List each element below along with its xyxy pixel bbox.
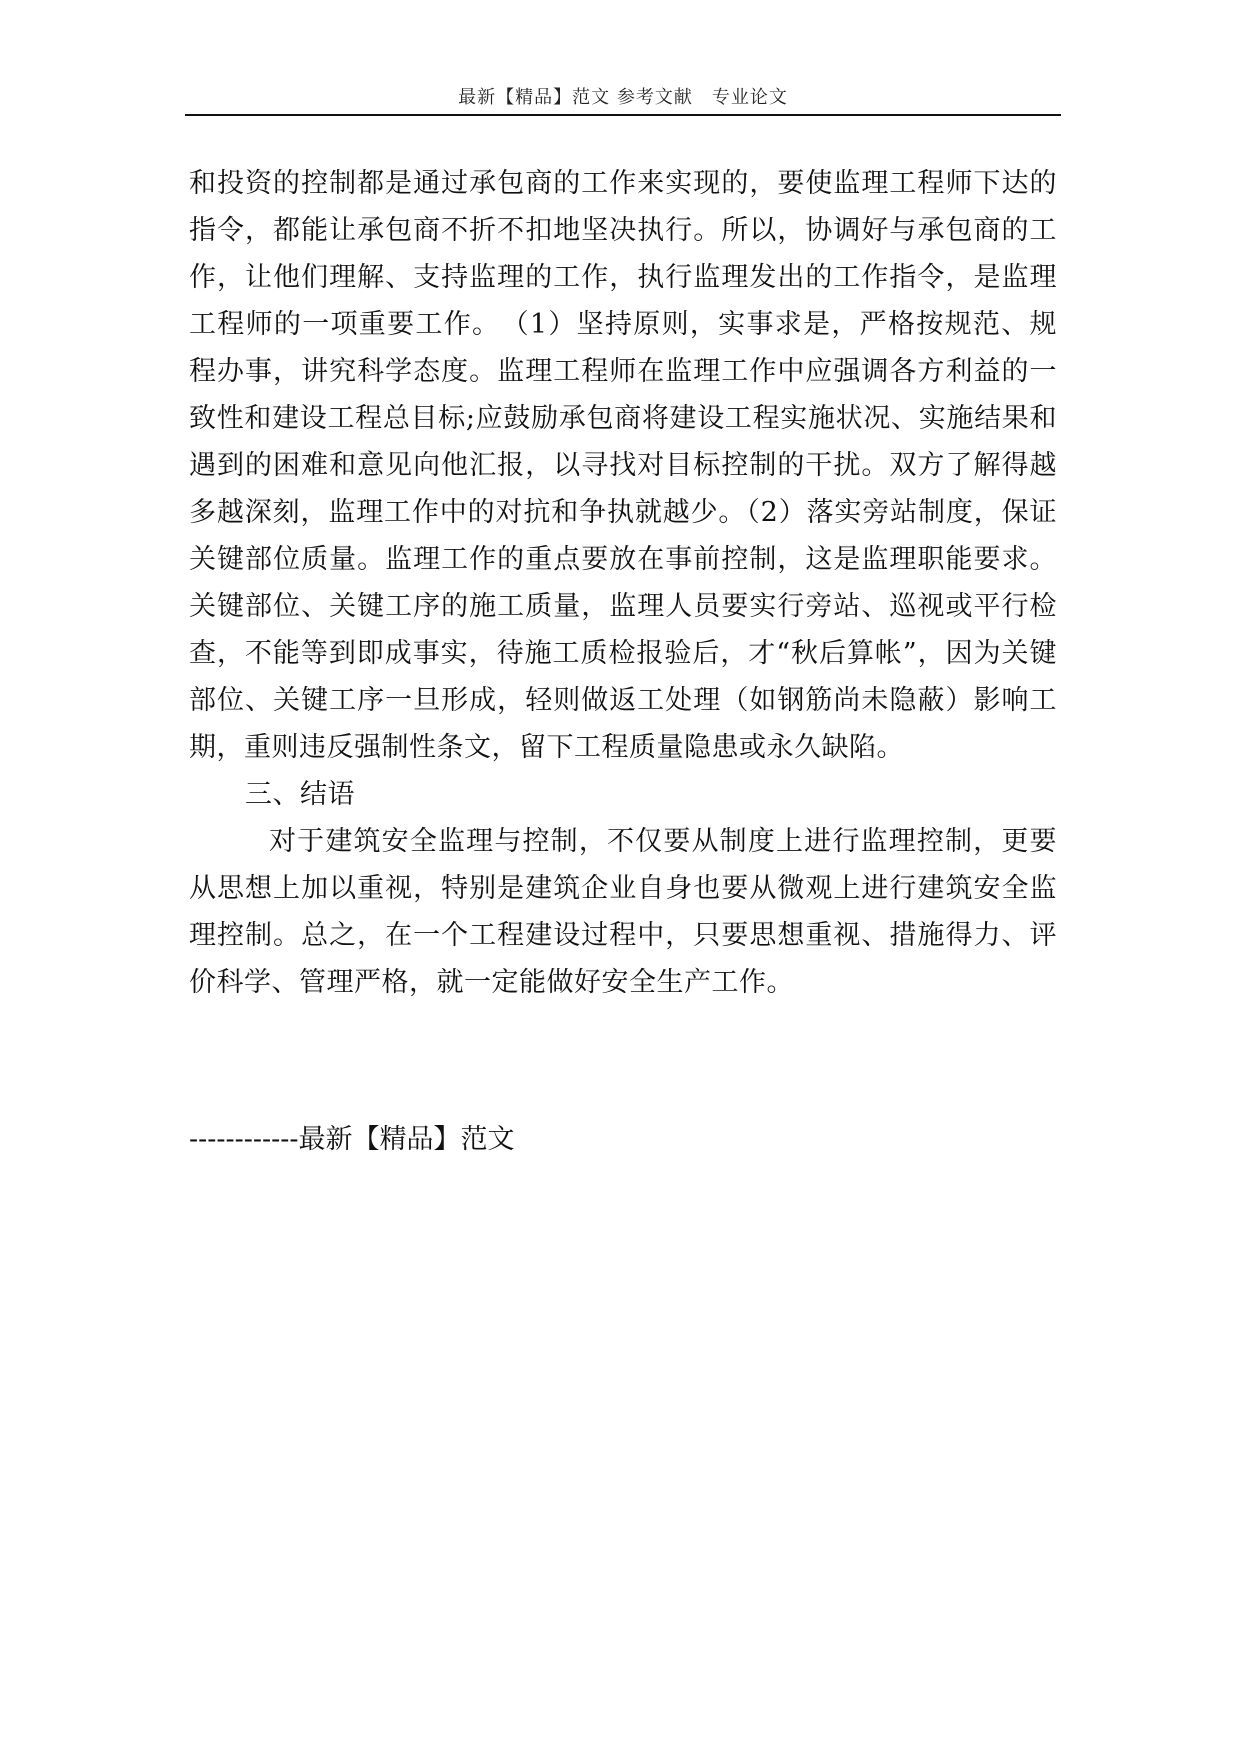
footer-text: ------------最新【精品】范文 <box>189 1124 515 1155</box>
document-body <box>189 160 1057 1006</box>
body-paragraph-1: 和投资的控制都是通过承包商的工作来实现的，要使监理工程师下达的指令，都能让承包商不折不扣地坚决执行。所以，协调好与承包商的工作，让他们理解、支持监理的工作，执行监理发出的工作指令，是监理工程师的一项重要工作。 （1）坚持原则，实事求是，严格按规范、规程办事，讲究科学态度。监理工程师在监理工作中应强调各方利益的一致性和建设工程总目标;应鼓励承包商将建设工程实施状况、实施结果和遇到的困难和意见向他汇报，以寻找对目标控制的干扰。双方了解得越多越深刻，监理工作中的对抗和争执就越少。（2）落实旁站制度，保证关键部位质量。监理工作的重点要放在事前控制，这是监理职能要求。关键部位、关键工序的施工质量，监理人员要实行旁站、巡视或平行检查，不能等到即成事实，待施工质检报验后，才“秋后算帐”，因为关键部位、关键工序一旦形成，轻则做返工处理（如钢筋尚未隐蔽）影响工期，重则违反强制性条文，留下工程质量隐患或永久缺陷。 <box>189 168 1057 763</box>
section-heading-conclusion: 三、结语 <box>245 779 355 810</box>
body-paragraph-2: 对于建筑安全监理与控制，不仅要从制度上进行监理控制，更要从思想上加以重视，特别是建筑企业自身也要从微观上进行建筑安全监理控制。总之，在一个工程建设过程中，只要思想重视、措施得力、评价科学、管理严格，就一定能做好安全生产工作。 <box>189 826 1057 998</box>
page-header: 最新【精品】范文 参考文献 专业论文 <box>458 87 788 108</box>
header-divider <box>185 114 1061 116</box>
